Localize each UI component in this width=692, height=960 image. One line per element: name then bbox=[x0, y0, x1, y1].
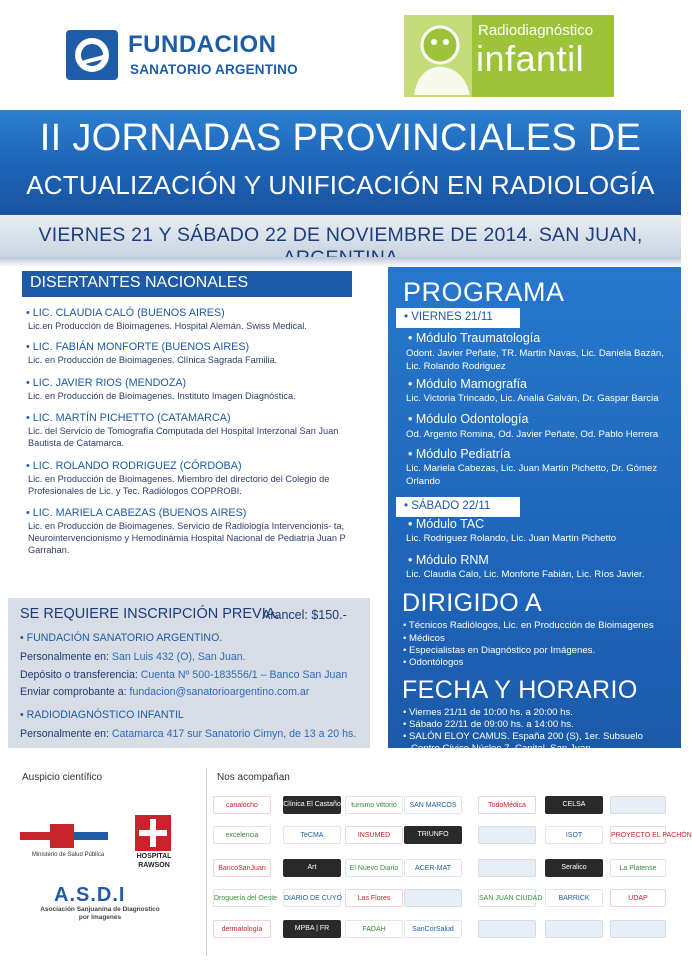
sponsor-logo bbox=[478, 859, 536, 877]
inscription-row bbox=[20, 669, 347, 681]
sponsor-logo: SAN MARCOS bbox=[404, 796, 462, 814]
fundacion-name: FUNDACION bbox=[128, 31, 277, 58]
fecha-item: • SALÓN ELOY CAMUS. España 200 (S), 1er. Subsuelo bbox=[403, 731, 643, 742]
fecha-item: • Viernes 21/11 de 10:00 hs. a 20:00 hs. bbox=[403, 707, 573, 718]
sponsor-logo bbox=[404, 889, 462, 907]
dirigido-item: • Especialistas en Diagnóstico por Imágenes. bbox=[403, 645, 596, 656]
speaker-name: • LIC. JAVIER RIOS (MENDOZA) bbox=[26, 377, 187, 389]
sponsor-divider bbox=[206, 768, 207, 956]
sponsor-logo: UDAP bbox=[610, 889, 666, 907]
sponsor-logo: SAN JUAN CIUDAD bbox=[478, 889, 536, 907]
inscription-fundacion: • FUNDACIÓN SANATORIO ARGENTINO. bbox=[20, 632, 223, 644]
disertantes-title: DISERTANTES NACIONALES bbox=[30, 274, 249, 291]
sponsor-logo: CELSA bbox=[545, 796, 603, 814]
speaker-desc: Lic. en Producción de Bioimagenes. Instituto Imagen Diagnóstica. bbox=[28, 391, 296, 401]
program-title: PROGRAMA bbox=[403, 277, 565, 307]
module-desc: Lic. Rodriguez Rolando, Lic. Juan Martin Pichetto bbox=[406, 533, 617, 544]
asdi-subtitle: Asociación Sanjuanina de Diagnostico por Imagenes bbox=[40, 906, 160, 921]
row-label: Enviar comprobante a: bbox=[20, 686, 127, 698]
fundacion-subtitle: SANATORIO ARGENTINO bbox=[130, 62, 298, 77]
dirigido-item: • Técnicos Radiólogos, Lic. en Producción de Bioimagenes bbox=[403, 620, 654, 631]
row-label: Personalmente en: bbox=[20, 728, 109, 740]
dirigido-item: • Médicos bbox=[403, 633, 445, 644]
speaker-desc: Lic.en Producción de Bioimagenes. Hospital Alemán. Swiss Medical. bbox=[28, 321, 307, 331]
sponsor-logo: Las Flores bbox=[345, 889, 403, 907]
sponsor-logo: La Platense bbox=[610, 859, 666, 877]
module-desc: Lic. Mariela Cabezas, Lic. Juan Martin Pichetto, Dr. Gómez Orlando bbox=[406, 463, 658, 487]
module-desc: Od. Argento Romina, Od. Javier Peñate, Od. Pablo Herrera bbox=[406, 429, 659, 440]
module-title: • Módulo Pediatría bbox=[408, 447, 511, 461]
event-subtitle: ACTUALIZACIÓN Y UNIFICACIÓN EN RADIOLOGÍA bbox=[26, 170, 655, 200]
sponsor-logo: turismo vittorio bbox=[345, 796, 403, 814]
sponsor-logo: dermatología bbox=[213, 920, 271, 938]
row-label: Depósito o transferencia: bbox=[20, 669, 138, 681]
sponsor-logo: canalocho bbox=[213, 796, 271, 814]
ministerio-logo-icon bbox=[20, 818, 108, 856]
sponsor-logo: TeCMA bbox=[283, 826, 341, 844]
speaker-desc: Lic. del Servicio de Tomografía Computada del Hospital Interzonal San Juan Bautista de Catamarca. bbox=[28, 426, 339, 449]
row-value: San Luis 432 (O), San Juan. bbox=[111, 651, 246, 663]
auspicio-label: Auspicio científico bbox=[22, 772, 103, 783]
dirigido-title: DIRIGIDO A bbox=[402, 589, 543, 617]
sponsor-logo: Seralico bbox=[545, 859, 603, 877]
sponsor-logo: BARRICK bbox=[545, 889, 603, 907]
inscription-row bbox=[20, 728, 356, 740]
module-title: • Módulo Traumatología bbox=[408, 331, 541, 345]
speaker-name: • LIC. ROLANDO RODRIGUEZ (CÓRDOBA) bbox=[26, 460, 242, 472]
sponsor-logo bbox=[478, 826, 536, 844]
acompanan-label: Nos acompañan bbox=[217, 772, 290, 783]
event-date: VIERNES 21 Y SÁBADO 22 DE NOVIEMBRE DE 2014. SAN JUAN, bbox=[38, 224, 643, 246]
inscription-title: SE REQUIERE INSCRIPCIÓN PREVIA. bbox=[20, 606, 280, 622]
sponsor-logo bbox=[610, 920, 666, 938]
date-band-shadow bbox=[0, 257, 681, 267]
day-label: • VIERNES 21/11 bbox=[404, 311, 493, 323]
row-label: Personalmente en: bbox=[20, 651, 109, 663]
sponsor-logo: BancoSanJuan bbox=[213, 859, 271, 877]
rawson-text: HOSPITAL RAWSON bbox=[136, 853, 172, 869]
fecha-item: • Sábado 22/11 de 09:00 hs. a 14:00 hs. bbox=[403, 719, 574, 730]
sponsor-logo: PROYECTO EL PACHÓN bbox=[610, 826, 666, 844]
dirigido-item: • Odontólogos bbox=[403, 657, 464, 668]
inscription-row bbox=[20, 651, 246, 663]
module-title: • Módulo Mamografía bbox=[408, 377, 528, 391]
speaker-name: • LIC. MARIELA CABEZAS (BUENOS AIRES) bbox=[26, 507, 247, 519]
sponsor-logo: FADAH bbox=[345, 920, 403, 938]
sponsor-logo: ISOT bbox=[545, 826, 603, 844]
module-desc: Lic. Claudia Calo, Lic. Monforte Fabián, Lic. Ríos Javier. bbox=[406, 569, 645, 580]
module-title: • Módulo TAC bbox=[408, 517, 485, 531]
inscription-fee: Arancel: $150.- bbox=[262, 608, 347, 622]
rawson-logo-icon bbox=[135, 815, 171, 851]
sponsor-logo: Droguería del Oeste bbox=[213, 889, 271, 907]
infantil-text: infantil bbox=[476, 38, 585, 79]
ministerio-text: Ministerio de Salud Pública bbox=[31, 852, 105, 858]
sponsor-logo bbox=[610, 796, 666, 814]
sponsor-logo bbox=[545, 920, 603, 938]
speaker-name: • LIC. CLAUDIA CALÓ (BUENOS AIRES) bbox=[26, 307, 225, 319]
speaker-name: • LIC. MARTÍN PICHETTO (CATAMARCA) bbox=[26, 412, 231, 424]
module-title: • Módulo Odontología bbox=[408, 412, 529, 426]
speaker-desc: Lic. en Producción de Bioimagenes. Clínica Sagrada Familia. bbox=[28, 355, 278, 365]
sponsor-logo bbox=[478, 920, 536, 938]
fundacion-logo-icon bbox=[66, 30, 118, 80]
inscription-row bbox=[20, 686, 309, 698]
sponsor-logo: Art bbox=[283, 859, 341, 877]
module-desc: Lic. Victoria Trincado, Lic. Analia Galván, Dr. Gaspar Barcia bbox=[406, 393, 659, 404]
asdi-logo: A.S.D.I bbox=[54, 884, 126, 906]
fecha-title: FECHA Y HORARIO bbox=[402, 676, 638, 704]
sponsor-logo: DIARIO DE CUYO bbox=[283, 889, 341, 907]
speaker-desc: Lic. en Producción de Bioimagenes. Miembro del directorio del Colegio de Profesionales de Lic. y Tec. Radiólogos COPPROBI. bbox=[28, 474, 330, 497]
sponsor-logo: ACER-MAT bbox=[404, 859, 462, 877]
sponsor-logo: TodoMédica bbox=[478, 796, 536, 814]
day-label: • SÁBADO 22/11 bbox=[404, 500, 491, 512]
email-link[interactable]: fundacion@sanatorioargentino.com.ar bbox=[129, 686, 310, 698]
inscription-radio: • RADIODIAGNÓSTICO INFANTIL bbox=[20, 709, 184, 721]
sponsor-logo: INSUMED bbox=[345, 826, 403, 844]
row-value: Catamarca 417 sur Sanatorio Cimyn, de 13 a 20 hs. bbox=[111, 728, 357, 740]
sponsor-logo: El Nuevo Diario bbox=[345, 859, 403, 877]
sponsor-logo: Clínica El Castaño bbox=[283, 796, 341, 814]
row-value: Cuenta Nº 500-183556/1 – Banco San Juan bbox=[140, 669, 348, 681]
radiodiagnostico-text: Radiodiagnóstico bbox=[478, 22, 594, 39]
sponsor-logo: excelencia bbox=[213, 826, 271, 844]
speaker-name: • LIC. FABIÁN MONFORTE (BUENOS AIRES) bbox=[26, 341, 250, 353]
sponsor-logo: MPBA | FR bbox=[283, 920, 341, 938]
fecha-item: Centro Cívico Núcleo 7. Capital, San Juan bbox=[411, 743, 591, 754]
speaker-desc: Lic. en Producción de Bioimagenes. Servicio de Radiología Intervencionis- ta, Neurointervencionismo y Hemodinámia Hospital Nacional de Pediatría Juan P Garrahan. bbox=[28, 521, 346, 556]
module-desc: Odont. Javier Peñate, TR. Martin Navas, Lic. Daniela Bazán, Lic. Rolando Rodriguez bbox=[406, 348, 664, 372]
event-title: II JORNADAS PROVINCIALES DE bbox=[39, 117, 642, 159]
sponsor-logo: SanCorSalud bbox=[404, 920, 462, 938]
sponsor-logo: TRIUNFO bbox=[404, 826, 462, 844]
module-title: • Módulo RNM bbox=[408, 553, 489, 567]
